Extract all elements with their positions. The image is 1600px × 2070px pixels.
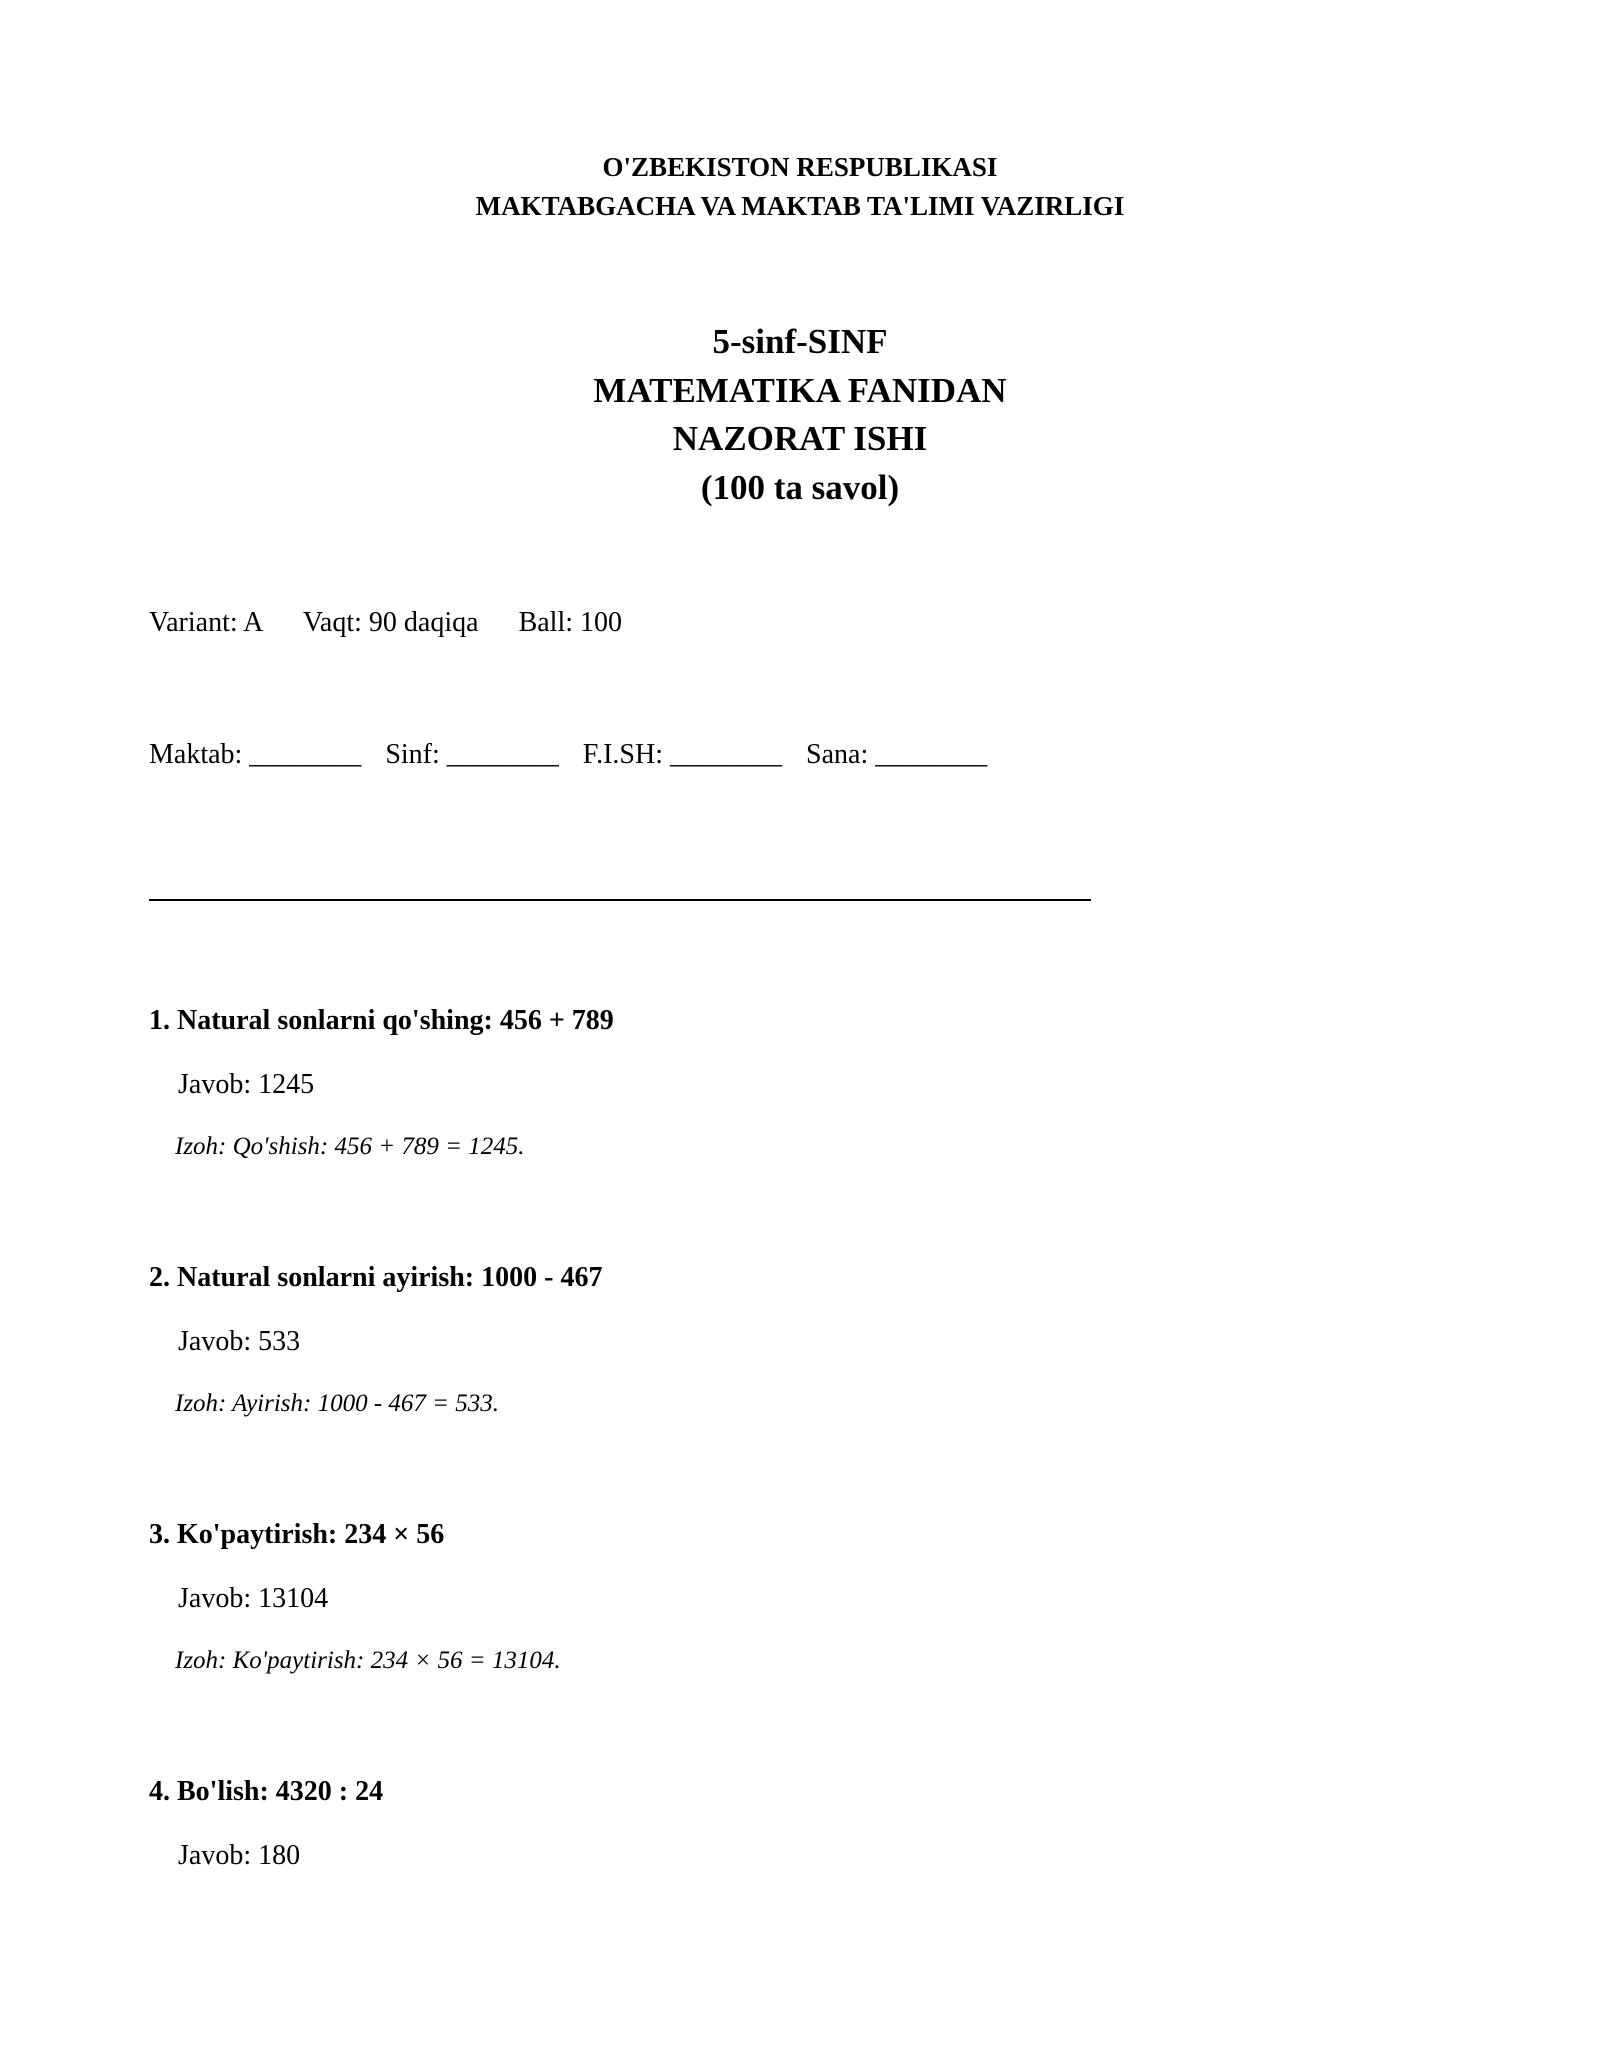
- question-text: 2. Natural sonlarni ayirish: 1000 - 467: [149, 1262, 603, 1293]
- question-answer: Javob: 533: [178, 1326, 301, 1357]
- header-country: O'ZBEKISTON RESPUBLIKASI: [602, 152, 998, 182]
- student-fields: [149, 737, 1004, 773]
- question-answer: Javob: 1245: [178, 1069, 315, 1100]
- question-text: 4. Bo'lish: 4320 : 24: [149, 1776, 384, 1807]
- question-note: Izoh: Qo'shish: 456 + 789 = 1245.: [175, 1133, 525, 1160]
- name-field: F.I.SH: ________: [582, 739, 783, 770]
- question-text: 3. Ko'paytirish: 234 × 56: [149, 1519, 445, 1550]
- school-field: Maktab: ________: [149, 739, 362, 770]
- header-ministry: MAKTABGACHA VA MAKTAB TA'LIMI VAZIRLIGI: [475, 191, 1125, 221]
- time-label: Vaqt: 90 daqiqa: [302, 607, 479, 638]
- section-divider: [149, 899, 1091, 901]
- document-title: [0, 318, 1600, 512]
- variant-label: Variant: A: [149, 607, 264, 638]
- question-item: [149, 1260, 1449, 1421]
- ministry-header: [0, 148, 1600, 226]
- question-note: Izoh: Ayirish: 1000 - 467 = 533.: [175, 1390, 500, 1417]
- title-subject: MATEMATIKA FANIDAN: [593, 370, 1007, 410]
- score-label: Ball: 100: [518, 607, 623, 638]
- question-note: Izoh: Ko'paytirish: 234 × 56 = 13104.: [175, 1647, 561, 1674]
- question-item: [149, 1003, 1449, 1164]
- class-field: Sinf: ________: [385, 739, 559, 770]
- title-question-count: (100 ta savol): [700, 467, 900, 507]
- exam-meta: [149, 605, 655, 641]
- question-answer: Javob: 13104: [178, 1583, 329, 1614]
- title-grade: 5-sinf-SINF: [712, 322, 888, 361]
- date-field: Sana: ________: [806, 739, 988, 770]
- question-item: [149, 1774, 1449, 1874]
- question-item: [149, 1517, 1449, 1678]
- question-text: 1. Natural sonlarni qo'shing: 456 + 789: [149, 1005, 614, 1036]
- title-kind: NAZORAT ISHI: [672, 419, 928, 458]
- question-answer: Javob: 180: [178, 1840, 301, 1871]
